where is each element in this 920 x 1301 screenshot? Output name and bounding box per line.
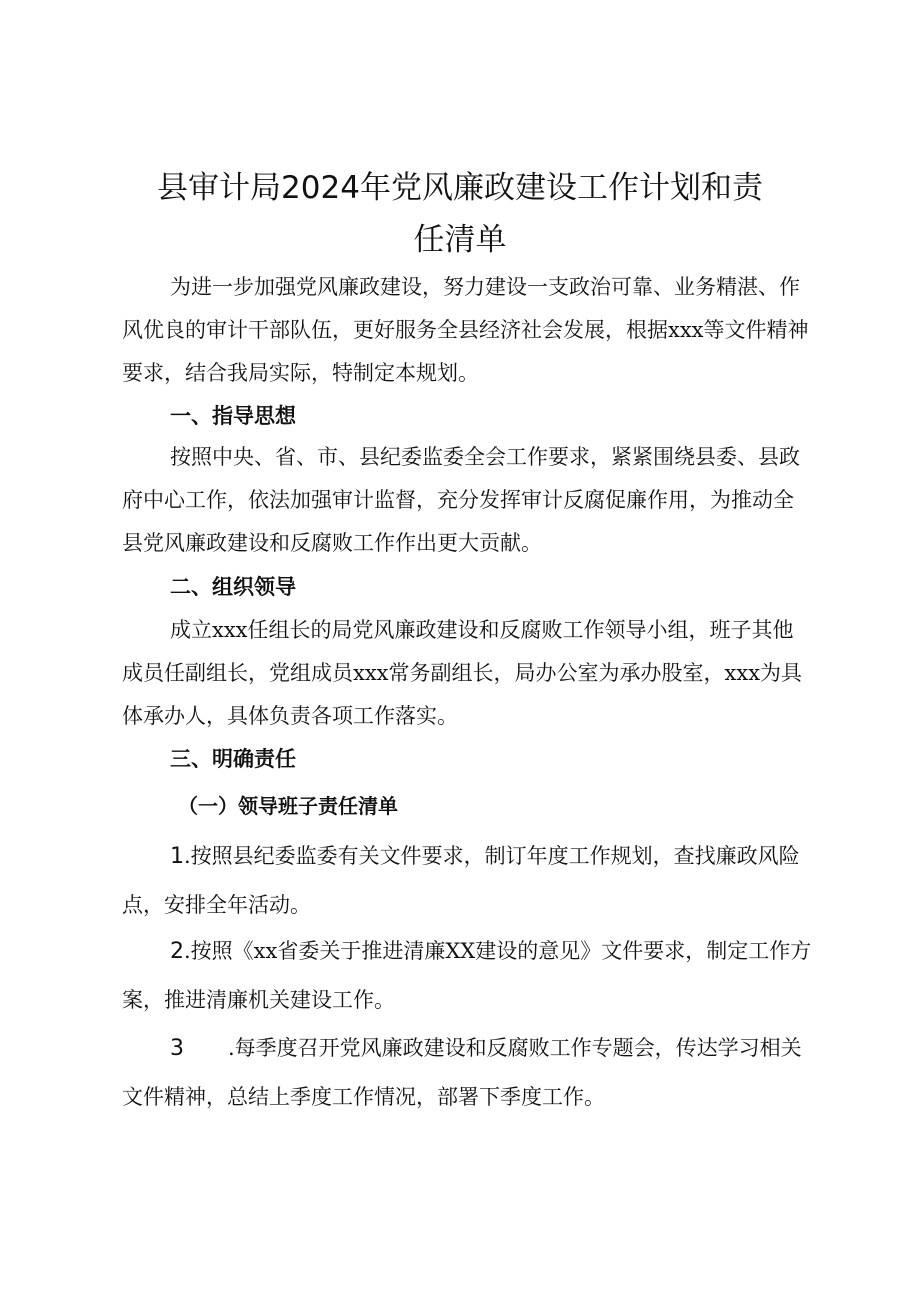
- document-title-line-2: 任清单: [413, 222, 507, 258]
- section-heading-responsibilities: 三、明确责任: [170, 747, 296, 771]
- section-heading-guiding-ideology: 一、指导思想: [170, 404, 296, 428]
- section-body-organization: 成立xxx任组长的局党风廉政建设和反腐败工作领导小组，班子其他成员任副组长，党组成员xxx常务副组长，局办公室为承办股室，xxx为具体承办人，具体负责各项工作落实。: [122, 618, 803, 728]
- list-item: [122, 832, 812, 929]
- list-item-text: .每季度召开党风廉政建设和反腐败工作专题会，传达学习相关文件精神，总结上季度工作情况，部署下季度工作。: [122, 1036, 802, 1109]
- subsection-heading-leadership-list: （一）领导班子责任清单: [178, 794, 398, 818]
- list-item: [122, 1024, 812, 1121]
- list-item-text: .按照《xx省委关于推进清廉XX建设的意见》文件要求，制定工作方案，推进清廉机关建设工作。: [122, 939, 812, 1012]
- list-item-number: 3: [170, 1036, 184, 1061]
- list-item-text: .按照县纪委监委有关文件要求，制订年度工作规划，查找廉政风险点，安排全年活动。: [122, 844, 800, 917]
- section-body-guiding-ideology: 按照中央、省、市、县纪委监委全会工作要求，紧紧围绕县委、县政府中心工作，依法加强审计监督，充分发挥审计反腐促廉作用，为推动全县党风廉政建设和反腐败工作作出更大贡献。: [122, 445, 800, 555]
- document-title-line-1: 县审计局2024年党风廉政建设工作计划和责: [157, 170, 763, 206]
- list-item: [122, 927, 812, 1024]
- list-item-number: 2: [170, 939, 184, 964]
- intro-paragraph: 为进一步加强党风廉政建设，努力建设一支政治可靠、业务精湛、作风优良的审计干部队伍，更好服务全县经济社会发展，根据xxx等文件精神要求，结合我局实际，特制定本规划。: [122, 275, 809, 385]
- section-heading-organization: 二、组织领导: [170, 575, 296, 599]
- list-item-number: 1: [170, 844, 184, 869]
